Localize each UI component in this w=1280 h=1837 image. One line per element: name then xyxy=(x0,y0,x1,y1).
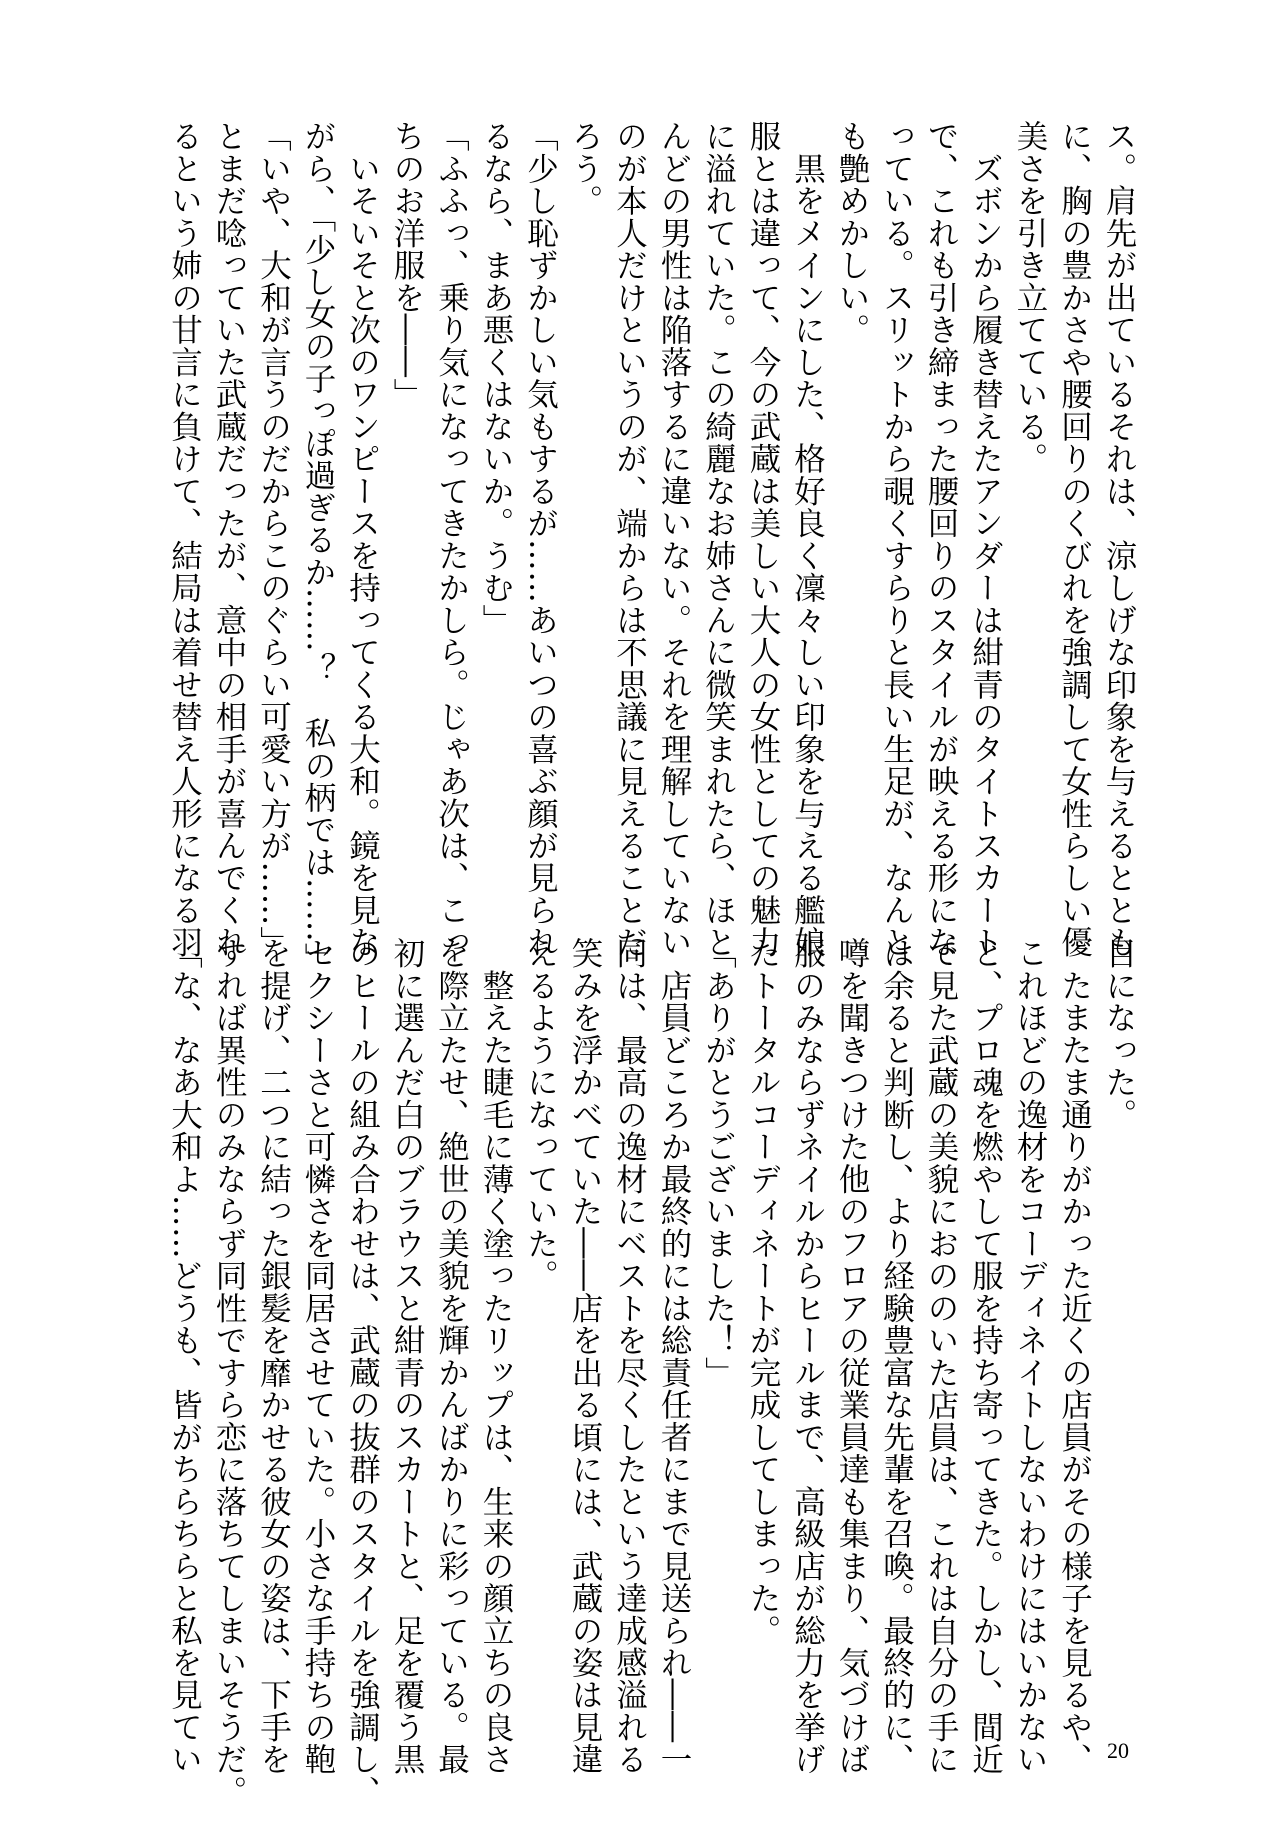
upper-text-column: 美さを引き立てている。 xyxy=(1012,120,1048,475)
upper-text-column: るという姉の甘言に負けて、結局は着せ替え人形になる羽 xyxy=(166,120,203,959)
upper-text-column: ズボンから履き替えたアンダーは紺青のタイトスカート xyxy=(967,120,1004,959)
lower-text-column: を際立たせ、絶世の美貌を輝かんばかりに彩っている。最 xyxy=(433,937,470,1776)
upper-text-column: も艶めかしい。 xyxy=(834,120,870,346)
upper-text-column: とまだ唸っていた武蔵だったが、意中の相手が喜んでくれ xyxy=(211,120,247,959)
lower-text-column: 「な、なあ大和よ……どうも、皆がちらちらと私を見てい xyxy=(166,937,203,1776)
lower-text-column: 同は、最高の逸材にベストを尽くしたという達成感溢れる xyxy=(611,937,648,1776)
upper-text-column: に、胸の豊かさや腰回りのくびれを強調して女性らしい優 xyxy=(1056,120,1093,959)
lower-text-column: セクシーさと可憐さを同居させていた。小さな手持ちの鞄 xyxy=(300,937,336,1776)
upper-text-column: で、これも引き締まった腰回りのスタイルが映える形にな xyxy=(923,120,959,959)
lower-text-column: これほどの逸材をコーディネイトしないわけにはいかない xyxy=(1012,937,1048,1776)
upper-text-column: ス。肩先が出ているそれは、涼しげな印象を与えるととも xyxy=(1101,120,1137,959)
lower-text-column: 初に選んだ白のブラウスと紺青のスカートと、足を覆う黒 xyxy=(389,937,425,1776)
upper-text-column: に溢れていた。この綺麗なお姉さんに微笑まれたら、ほと xyxy=(700,120,737,959)
lower-text-column: えるようになっていた。 xyxy=(522,937,559,1292)
lower-text-column: たまたま通りがかった近くの店員がその様子を見るや、 xyxy=(1056,937,1093,1776)
upper-text-column: 黒をメインにした、格好良く凜々しい印象を与える艦娘 xyxy=(789,120,826,959)
lower-text-column: 噂を聞きつけた他のフロアの従業員達も集まり、気づけば xyxy=(834,937,870,1776)
lower-text-column: のヒールの組み合わせは、武蔵の抜群のスタイルを強調し、 xyxy=(344,937,381,1808)
page-number: 20 xyxy=(1107,1738,1129,1763)
lower-text-column: 服のみならずネイルからヒールまで、高級店が総力を挙げ xyxy=(789,937,826,1776)
upper-text-column: っている。スリットから覗くすらりと長い生足が、なんと xyxy=(878,120,915,959)
upper-text-block xyxy=(166,120,1137,975)
upper-text-column: 「少し恥ずかしい気もするが……あいつの喜ぶ顔が見られ xyxy=(522,120,559,959)
lower-text-column: 「ありがとうございました！」 xyxy=(700,937,737,1389)
upper-text-column: 服とは違って、今の武蔵は美しい大人の女性としての魅力 xyxy=(745,120,781,959)
upper-text-column: るなら、まあ悪くはないか。うむ」 xyxy=(478,120,514,636)
upper-text-column: いそいそと次のワンピースを持ってくる大和。鏡を見な xyxy=(344,120,381,959)
upper-text-column: んどの男性は陥落するに違いない。それを理解していない xyxy=(656,120,692,959)
lower-text-column: で見た武蔵の美貌におののいた店員は、これは自分の手に xyxy=(923,937,959,1776)
lower-text-column: たトータルコーディネートが完成してしまった。 xyxy=(745,937,781,1647)
upper-text-column: 「ふふっ、乗り気になってきたかしら。じゃあ次は、こっ xyxy=(433,120,470,959)
upper-text-column: ちのお洋服を――」 xyxy=(389,120,425,411)
lower-text-column: 目になった。 xyxy=(1101,937,1137,1131)
lower-text-column: すれば異性のみならず同性ですら恋に落ちてしまいそうだ。 xyxy=(211,937,247,1808)
lower-text-column: を提げ、二つに結った銀髪を靡かせる彼女の姿は、下手を xyxy=(255,937,292,1776)
lower-text-column: は余ると判断し、より経験豊富な先輩を召喚。最終的に、 xyxy=(878,937,915,1776)
lower-text-column: と、プロ魂を燃やして服を持ち寄ってきた。しかし、間近 xyxy=(967,937,1004,1776)
upper-text-column: がら、「少し女の子っぽ過ぎるか……？ 私の柄では……」 xyxy=(300,120,336,975)
lower-text-column: 店員どころか最終的には総責任者にまで見送られ――一 xyxy=(656,937,692,1776)
lower-text-column: 笑みを浮かべていた――店を出る頃には、武蔵の姿は見違 xyxy=(567,937,603,1776)
upper-text-column: ろう。 xyxy=(567,120,603,217)
lower-text-column: 整えた睫毛に薄く塗ったリップは、生来の顔立ちの良さ xyxy=(478,937,514,1776)
upper-text-column: 「いや、大和が言うのだからこのぐらい可愛い方が……」 xyxy=(255,120,292,959)
upper-text-column: のが本人だけというのが、端からは不思議に見えることだ xyxy=(611,120,648,959)
